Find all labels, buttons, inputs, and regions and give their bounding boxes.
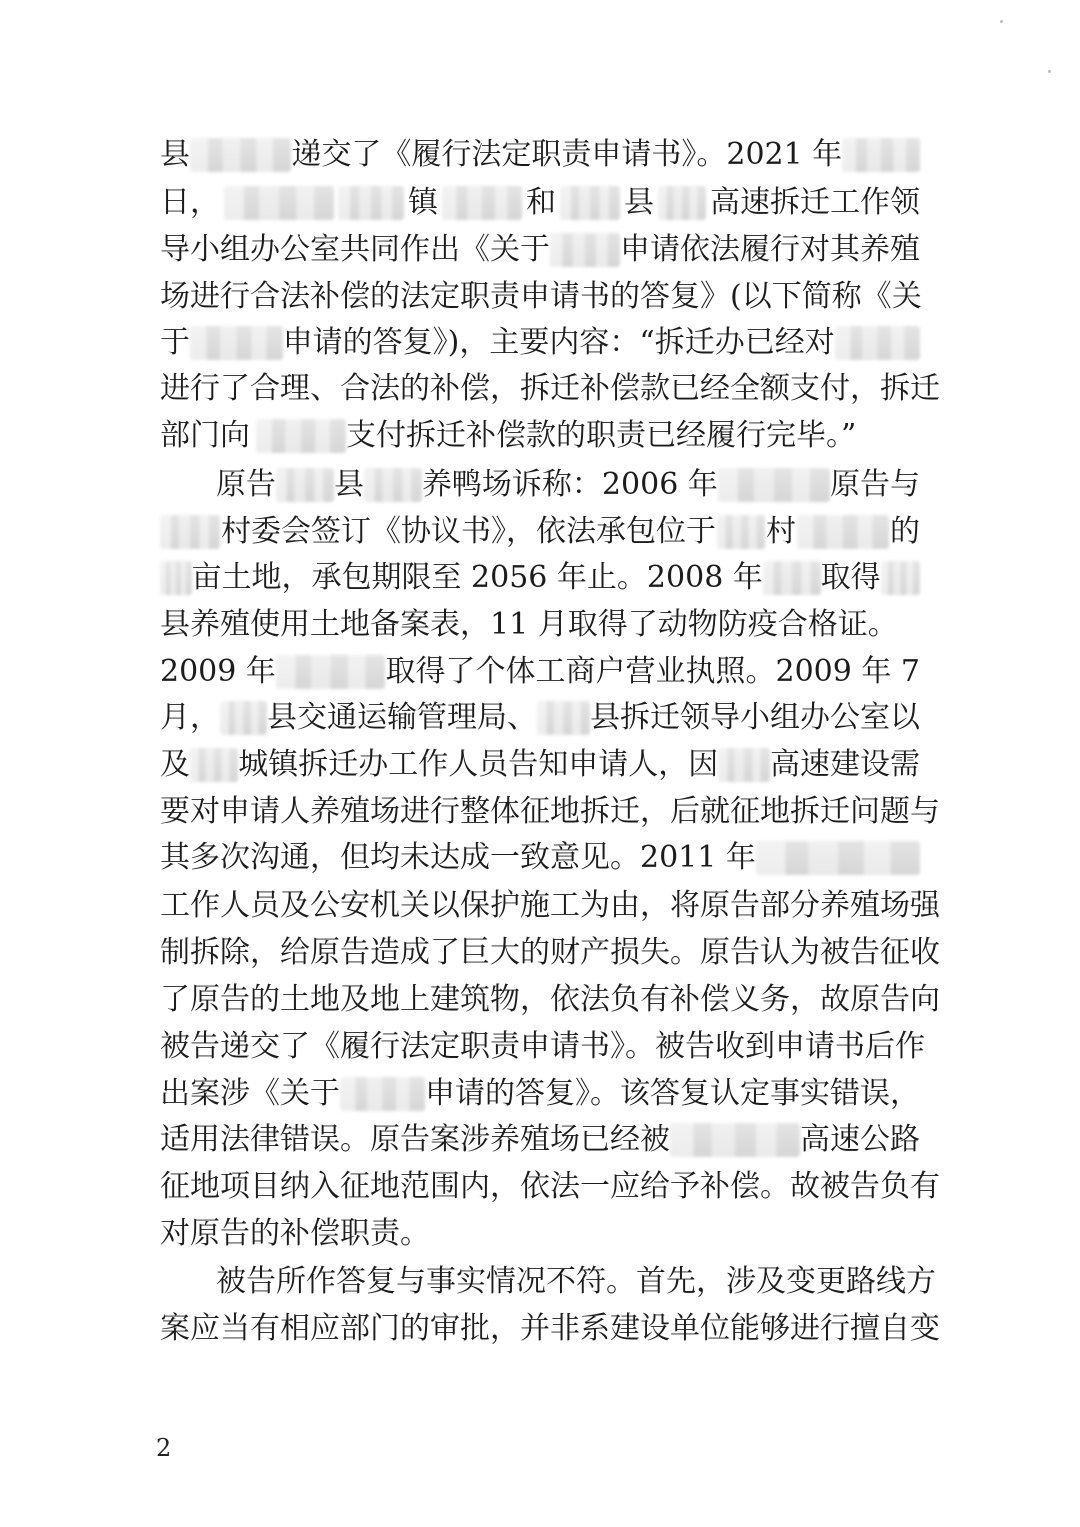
text-segment: 亩土地，承包期限至 2056 年止。2008 年 [191, 560, 763, 595]
redacted-text [276, 655, 386, 689]
text-segment: 征地项目纳入征地范围内，依法一应给予补偿。故被告负有 [160, 1169, 940, 1204]
text-segment: 递交了《履行法定职责申请书》。2021 年 [291, 137, 843, 172]
redacted-text [717, 515, 765, 549]
text-line [160, 652, 920, 692]
text-segment: 村委会签订《协议书》，依法承包位于 [221, 514, 716, 549]
text-segment: 和 [526, 185, 556, 220]
text-line [160, 558, 920, 598]
text-line [160, 792, 940, 832]
scan-speck [1000, 20, 1003, 23]
redacted-text [364, 468, 422, 502]
redacted-text [763, 561, 821, 595]
text-segment: 其多次沟通，但均未达成一致意见。2011 年 [160, 840, 756, 875]
redacted-text [842, 138, 920, 172]
text-segment: 县交通运输管理局、 [266, 700, 537, 735]
text-line [160, 512, 920, 552]
text-segment: 县养殖使用土地备案表，11 月取得了动物防疫合格证。 [160, 607, 898, 642]
text-segment: 县拆迁领导小组办公室以 [590, 700, 920, 735]
text-segment: 高速建设需 [770, 747, 920, 782]
text-segment: 申请依法履行对其养殖 [620, 232, 920, 267]
text-segment: 对原告的补偿职责。 [160, 1216, 430, 1251]
text-segment: 工作人员及公安机关以保护施工为由，将原告部分养殖场强 [160, 888, 940, 923]
text-segment: 被告所作答复与事实情况不符。首先，涉及变更路线方 [216, 1264, 936, 1299]
redacted-text [718, 468, 830, 502]
redacted-text [658, 186, 706, 220]
text-segment: 案应当有相应部门的审批，并非系建设单位能够进行擅自变 [160, 1311, 940, 1346]
scan-speck [1048, 70, 1051, 73]
text-line [160, 1309, 940, 1349]
text-segment: 取得了个体工商户营业执照。2009 年 7 [385, 654, 920, 689]
redacted-text [224, 186, 334, 220]
text-segment: 镇 [408, 185, 438, 220]
text-segment: 的 [890, 514, 920, 549]
text-line [160, 886, 940, 926]
text-segment: 日， [160, 185, 220, 220]
text-line [160, 416, 920, 456]
text-line [160, 369, 940, 409]
text-segment: 原告与 [830, 467, 921, 502]
text-line [160, 1027, 925, 1067]
text-line [160, 605, 920, 645]
text-line [216, 1262, 936, 1302]
text-segment: 城镇拆迁办工作人员告知申请人，因 [238, 747, 719, 782]
text-segment: 高速公路 [800, 1122, 920, 1157]
text-segment: 县 [333, 467, 364, 502]
text-segment: 申请的答复》。该答复认定事实错误， [425, 1076, 920, 1111]
redacted-text [537, 701, 590, 735]
text-line [160, 1074, 920, 1114]
text-line [160, 933, 940, 973]
text-line [160, 838, 920, 878]
text-line [160, 323, 920, 363]
text-segment: 制拆除，给原告造成了巨大的财产损失。原告认为被告征收 [160, 935, 940, 970]
redacted-text [756, 841, 920, 875]
text-line [160, 1120, 920, 1160]
text-segment: 及 [160, 747, 190, 782]
text-line [160, 230, 920, 270]
text-segment: 了原告的土地及地上建筑物，依法负有补偿义务，故原告向 [160, 982, 940, 1017]
text-segment: 申请的答复》)，主要内容：“拆迁办已经对 [282, 325, 835, 360]
text-segment: 原告 [216, 467, 276, 502]
redacted-text [160, 515, 220, 549]
redacted-text [560, 186, 620, 220]
redacted-text [835, 326, 920, 360]
text-segment: 被告递交了《履行法定职责申请书》。被告收到申请书后作 [160, 1029, 925, 1064]
text-segment: 部门向 [160, 418, 250, 453]
redacted-text [442, 186, 522, 220]
page-number: 2 [156, 1434, 172, 1462]
text-segment: 取得 [820, 560, 881, 595]
text-segment: 养鸭场诉称：2006 年 [421, 467, 718, 502]
redacted-text [256, 419, 346, 453]
text-segment: 高速拆迁工作领 [710, 185, 920, 220]
text-line [216, 465, 920, 505]
text-line [160, 1214, 920, 1254]
redacted-text [718, 748, 770, 782]
text-line [160, 698, 920, 738]
text-segment: 县 [624, 185, 654, 220]
text-segment: 2009 年 [160, 654, 276, 689]
text-segment: 支付拆迁补偿款的职责已经履行完毕。” [346, 418, 857, 453]
redacted-text [550, 233, 620, 267]
redacted-text [190, 138, 291, 172]
text-segment: 村 [766, 514, 796, 549]
redacted-text [797, 515, 889, 549]
text-line [160, 183, 920, 223]
redacted-text [881, 561, 920, 595]
redacted-text [160, 561, 192, 595]
redacted-text [670, 1123, 800, 1157]
text-line [160, 277, 920, 317]
text-line [160, 135, 920, 175]
redacted-text [276, 468, 334, 502]
redacted-text [220, 701, 267, 735]
text-segment: 要对申请人养殖场进行整体征地拆迁，后就征地拆迁问题与 [160, 794, 940, 829]
text-segment: 进行了合理、合法的补偿，拆迁补偿款已经全额支付，拆迁 [160, 371, 940, 406]
text-segment: 县 [160, 137, 190, 172]
redacted-text [190, 748, 238, 782]
text-line [160, 745, 920, 785]
text-line [160, 1167, 940, 1207]
text-segment: 场进行合法补偿的法定职责申请书的答复》(以下简称《关 [160, 279, 922, 314]
redacted-text [338, 186, 404, 220]
text-segment: 出案涉《关于 [160, 1076, 340, 1111]
text-segment: 月， [160, 700, 220, 735]
text-line [160, 980, 940, 1020]
text-segment: 适用法律错误。原告案涉养殖场已经被 [160, 1122, 670, 1157]
text-segment: 导小组办公室共同作出《关于 [160, 232, 550, 267]
text-segment: 于 [160, 325, 190, 360]
redacted-text [340, 1077, 425, 1111]
redacted-text [190, 326, 283, 360]
